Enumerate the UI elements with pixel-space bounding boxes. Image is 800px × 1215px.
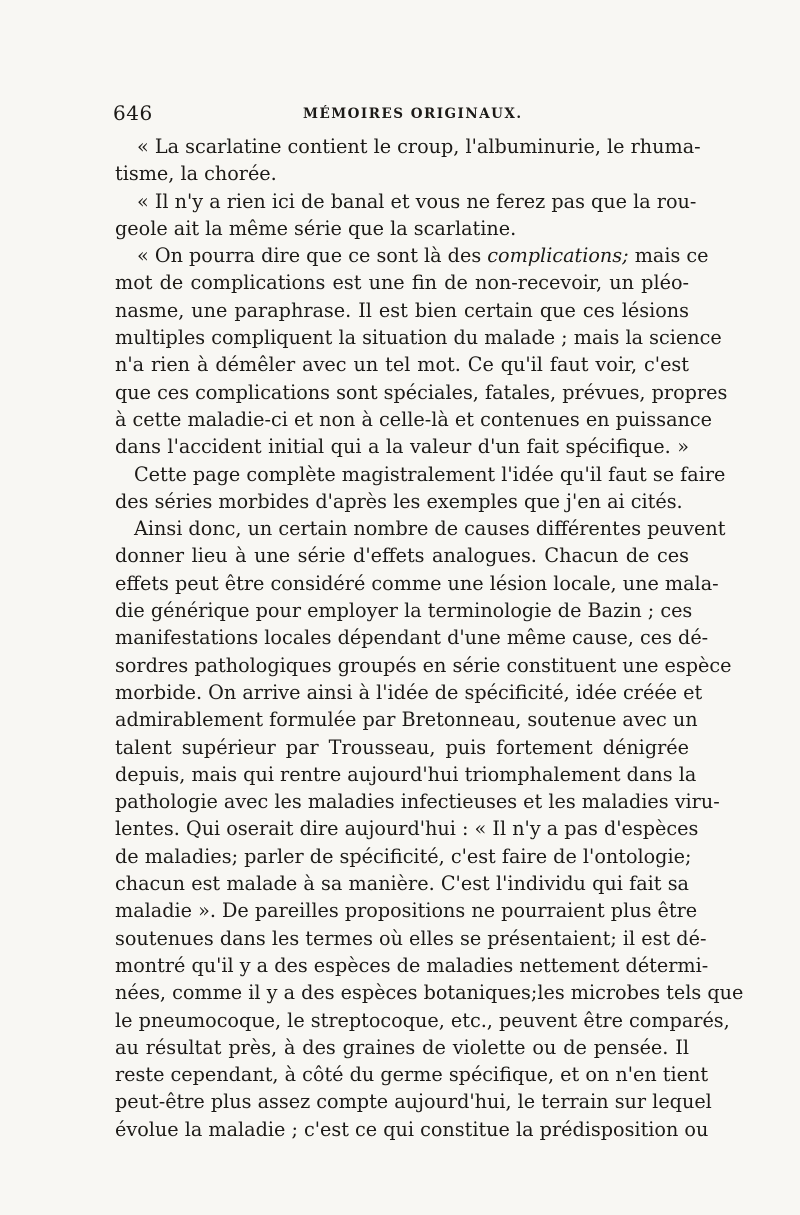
- text-line: manifestations locales dépendant d'une même cause, ces dé-: [115, 626, 709, 650]
- text-line: de maladies; parler de spécificité, c'est faire de l'ontologie;: [115, 844, 692, 868]
- text-line: peut-être plus assez compte aujourd'hui, le terrain sur lequel: [115, 1090, 712, 1114]
- text-line: dans l'accident initial qui a la valeur d'un fait spécifique. »: [115, 435, 689, 459]
- body-text: [115, 133, 744, 1143]
- text-line: chacun est malade à sa manière. C'est l'individu qui fait sa: [115, 872, 689, 896]
- running-title: MÉMOIRES ORIGINAUX.: [303, 106, 523, 122]
- text-line: depuis, mais qui rentre aujourd'hui triomphalement dans la: [115, 762, 697, 786]
- text-line: maladie ». De pareilles propositions ne pourraient plus être: [115, 899, 698, 923]
- text-line: reste cependant, à côté du germe spécifique, et on n'en tient: [115, 1063, 709, 1087]
- text-line: Ainsi donc, un certain nombre de causes différentes peuvent: [134, 517, 726, 541]
- text-line: multiples compliquent la situation du malade ; mais la science: [115, 326, 722, 350]
- text-line: sordres pathologiques groupés en série constituent une espèce: [115, 653, 732, 677]
- text-line: « Il n'y a rien ici de banal et vous ne ferez pas que la rou-: [137, 189, 697, 213]
- text-segment: mais ce: [634, 244, 709, 268]
- text-line: mot de complications est une fin de non-recevoir, un pléo-: [115, 271, 689, 295]
- text-line: donner lieu à une série d'effets analogues. Chacun de ces: [115, 544, 689, 568]
- text-line: nasme, une paraphrase. Il est bien certain que ces lésions: [115, 298, 689, 322]
- text-line: à cette maladie-ci et non à celle-là et contenues en puissance: [115, 407, 713, 431]
- text-line: morbide. On arrive ainsi à l'idée de spécificité, idée créée et: [115, 680, 703, 704]
- text-line: au résultat près, à des graines de violette ou de pensée. Il: [115, 1035, 689, 1059]
- text-line: Cette page complète magistralement l'idée qu'il faut se faire: [134, 462, 726, 486]
- text-line: évolue la maladie ; c'est ce qui constitue la prédisposition ou: [115, 1117, 709, 1141]
- text-segment: « On pourra dire que ce sont là des: [137, 244, 482, 268]
- text-line: nées, comme il y a des espèces botaniques;les microbes tels que: [115, 981, 744, 1005]
- text-line: tisme, la chorée.: [115, 162, 277, 186]
- text-line: geole ait la même série que la scarlatine.: [115, 216, 517, 240]
- italic-term: complications;: [487, 244, 629, 268]
- text-line: montré qu'il y a des espèces de maladies nettement détermi-: [115, 953, 709, 977]
- text-line: lentes. Qui oserait dire aujourd'hui : « Il n'y a pas d'espèces: [115, 817, 699, 841]
- text-line: die générique pour employer la terminologie de Bazin ; ces: [115, 599, 693, 623]
- page-header: [113, 101, 689, 125]
- text-line: effets peut être considéré comme une lésion locale, une mala-: [115, 571, 719, 595]
- text-line: [115, 242, 709, 269]
- page-number: 646: [113, 101, 153, 125]
- text-line: soutenues dans les termes où elles se présentaient; il est dé-: [115, 926, 707, 950]
- text-line: « La scarlatine contient le croup, l'albuminurie, le rhuma-: [137, 135, 701, 158]
- text-line: des séries morbides d'après les exemples que j'en ai cités.: [115, 489, 683, 513]
- text-line: que ces complications sont spéciales, fatales, prévues, propres: [115, 380, 728, 404]
- text-line: n'a rien à démêler avec un tel mot. Ce qu'il faut voir, c'est: [115, 353, 689, 377]
- text-line: talent supérieur par Trousseau, puis fortement dénigrée: [115, 735, 689, 759]
- text-line: le pneumocoque, le streptocoque, etc., peuvent être comparés,: [115, 1008, 730, 1032]
- text-line: admirablement formulée par Bretonneau, soutenue avec un: [115, 708, 698, 732]
- text-line: pathologie avec les maladies infectieuses et les maladies viru-: [115, 790, 720, 814]
